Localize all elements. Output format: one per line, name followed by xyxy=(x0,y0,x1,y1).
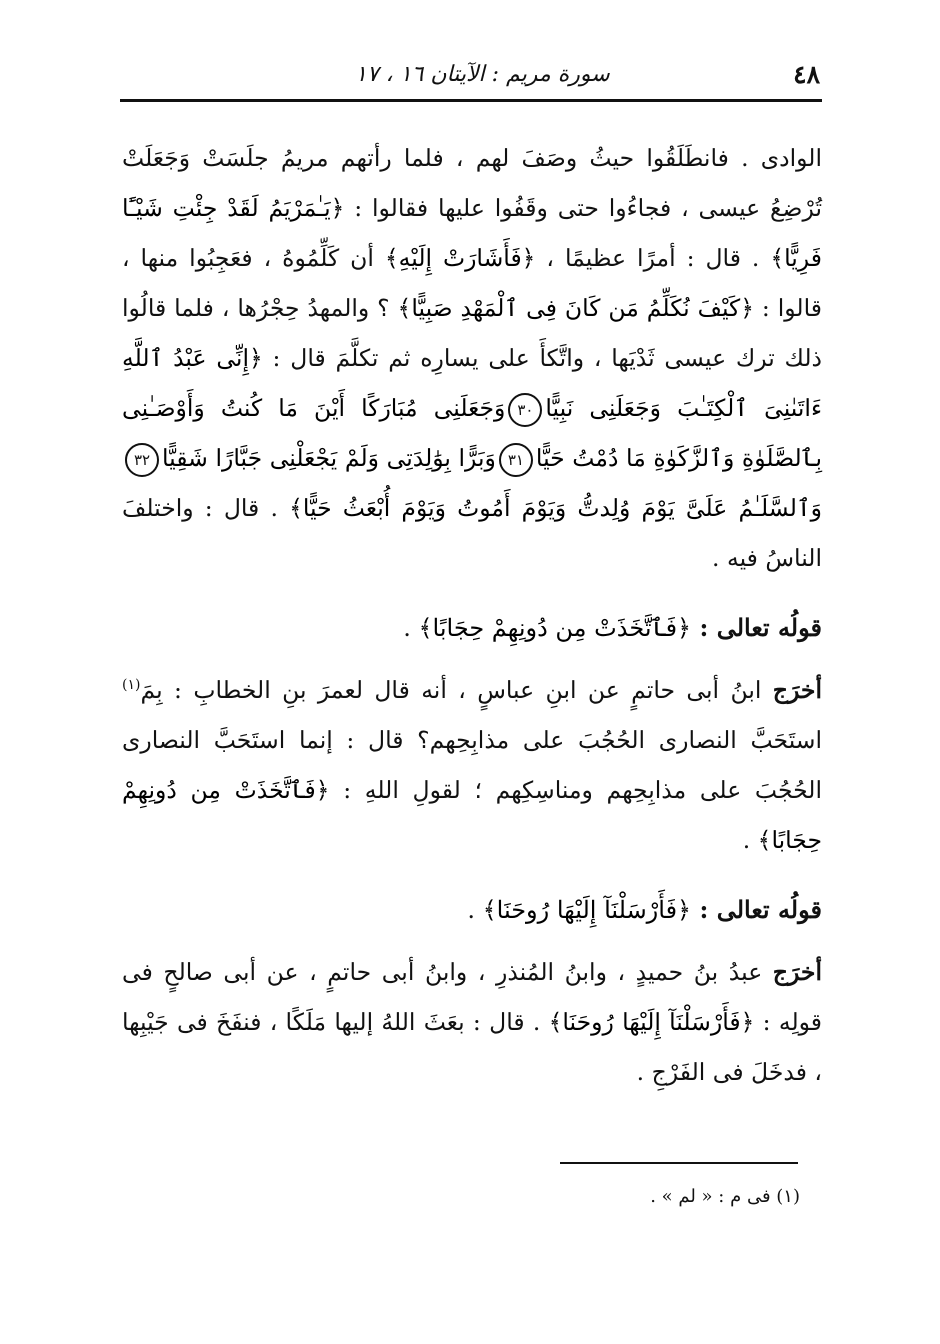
ayah-number-marker: ٣١ xyxy=(499,443,533,477)
text-segment: استَحَبَّ النصارى الحُجُبَ على مذابِحِهم؟ قال : إنما استَحَبَّ النصارى الحُجُبَ على مذابِحِهم ومناسِكِهم ؛ لقولِ اللهِ : xyxy=(122,726,822,804)
running-title: سورة مريم : الآيتان ١٦ ، ١٧ xyxy=(355,62,610,87)
footnote: (١) فى م : « لم » . xyxy=(650,1186,800,1207)
text-segment: ؟ والمهدُ حِجْرُها ، فلما قالُوا ذلك ترك عيسى ثَدْيَها ، واتَّكأَ على يسارِه ثم تكلَّمَ قال : xyxy=(122,294,822,372)
quran-quote: ﴿فَأَرْسَلْنَآ إِلَيْهَا رُوحَنَا﴾ xyxy=(482,896,692,924)
text-segment: . xyxy=(403,614,419,642)
quran-quote: ﴿فَٱتَّخَذَتْ مِن دُونِهِمْ حِجَابًا﴾ xyxy=(122,776,822,854)
quran-quote: ﴿يَـٰمَرْيَمُ لَقَدْ جِئْتِ شَيْـًٔا فَرِيًّا﴾ xyxy=(122,194,822,272)
quran-quote: وَٱلسَّلَـٰمُ عَلَىَّ يَوْمَ وُلِدتُّ وَيَوْمَ أَمُوتُ وَيَوْمَ أُبْعَثُ حَيًّا﴾ xyxy=(289,494,822,522)
text-segment: . قال : واختلفَ الناسُ فيه . xyxy=(122,494,822,572)
ayah-number-marker: ٣٠ xyxy=(508,393,542,427)
main-text xyxy=(122,133,822,1097)
quran-quote: وَبَرًّا بِوَٰلِدَتِى وَلَمْ يَجْعَلْنِى جَبَّارًا شَقِيًّا xyxy=(162,444,496,472)
quran-quote: ﴿فَأَرْسَلْنَآ إِلَيْهَا رُوحَنَا﴾ xyxy=(548,1008,755,1036)
text-segment: . xyxy=(742,826,758,854)
page-number: ٤٨ xyxy=(793,60,820,89)
running-head xyxy=(120,52,820,92)
header-rule xyxy=(120,99,822,102)
quran-quote: ﴿كَيْفَ نُكَلِّمُ مَن كَانَ فِى ٱلْمَهْدِ صَبِيًّا﴾ xyxy=(397,294,755,322)
report-lead: أخرَج xyxy=(772,676,822,704)
paragraph-narration xyxy=(122,133,822,583)
paragraph-report xyxy=(122,947,822,1097)
verse-heading xyxy=(122,885,822,935)
text-segment: . قال : أمرًا عظيمًا ، xyxy=(535,244,771,272)
footnote-rule xyxy=(560,1162,798,1164)
text-segment: عبدُ بنُ حميدٍ ، وابنُ المُنذرِ ، وابنُ أبى حاتمٍ ، عن أبى صالحٍ فى قولِه : xyxy=(122,958,822,1036)
text-segment: الوادى . فانطَلَقُوا حيثُ وصَفَ لهم ، فلما رأتهم مريمُ جلَسَتْ وَجَعَلَتْ تُرْضِعُ عيسى ، فجاءُوا حتى وقَفُوا عليها فقالوا : xyxy=(122,144,822,222)
footnote-marker: (١) xyxy=(122,677,141,694)
quran-quote: ﴿إِنِّى عَبْدُ ٱللَّهِ ءَاتَىٰنِىَ ٱلْكِتَـٰبَ وَجَعَلَنِى نَبِيًّا xyxy=(122,344,822,422)
verse-heading xyxy=(122,603,822,653)
text-segment: أن كَلِّمُوهُ ، فعَجِبُوا منها ، قالوا : xyxy=(122,244,822,322)
heading-label: قولُه تعالى : xyxy=(691,613,822,642)
quran-quote: ﴿فَأَشَارَتْ إِلَيْهِ﴾ xyxy=(384,244,536,272)
report-lead: أخرَج xyxy=(772,958,822,986)
text-segment: . قال : بعَثَ اللهُ إليها مَلَكًا ، فنفَخَ فى جَيْبِها ، فدخَلَ فى الفَرْجِ . xyxy=(122,1008,822,1086)
ayah-number-marker: ٣٢ xyxy=(125,443,159,477)
quran-quote: ﴿فَٱتَّخَذَتْ مِن دُونِهِمْ حِجَابًا﴾ xyxy=(418,614,692,642)
paragraph-report xyxy=(122,665,822,865)
text-segment: . xyxy=(467,896,483,924)
heading-label: قولُه تعالى : xyxy=(691,895,822,924)
text-segment: ابنُ أبى حاتمٍ عن ابنِ عباسٍ ، أنه قال لعمرَ بنِ الخطابِ : بِمَ xyxy=(140,676,773,704)
quran-quote: وَجَعَلَنِى مُبَارَكًا أَيْنَ مَا كُنتُ وَأَوْصَـٰنِى بِٱلصَّلَوٰةِ وَٱلزَّكَوٰةِ مَا دُمْتُ حَيًّا xyxy=(122,394,822,472)
